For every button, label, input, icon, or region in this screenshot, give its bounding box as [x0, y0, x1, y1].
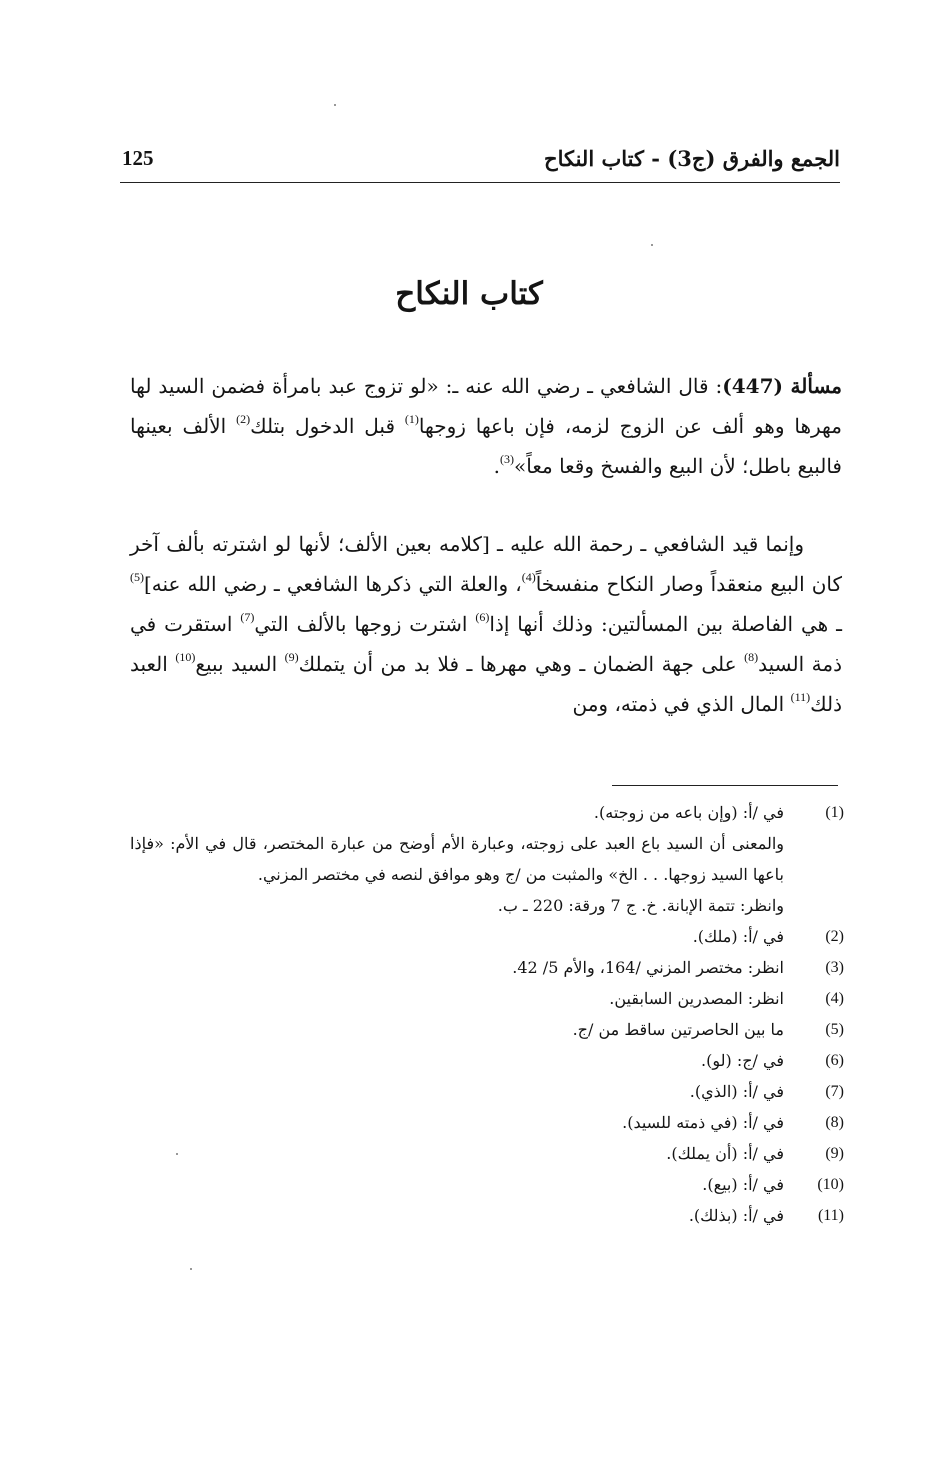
footnote-ref[interactable]: (8) — [744, 650, 759, 664]
footnote-ref[interactable]: (4) — [521, 570, 536, 584]
footnote-number: (11) — [817, 1207, 844, 1224]
footnote-number: (2) — [825, 928, 844, 945]
footnote-separator — [612, 785, 838, 786]
footnote-text: في /أ: (بذلك). — [688, 1206, 784, 1225]
issue-number: مسألة (447) — [722, 374, 843, 398]
footnote-1 — [130, 797, 844, 828]
paragraph-text: العبد ذلك — [130, 652, 842, 716]
footnote-text: انظر: مختصر المزني /164، والأم 5/ 42. — [512, 958, 784, 977]
scan-speck — [190, 1268, 192, 1270]
footnote-text: في /أ: (ملك). — [692, 927, 784, 946]
footnote-number: (6) — [825, 1052, 844, 1069]
footnote-11 — [130, 1200, 844, 1231]
page-number: 125 — [122, 146, 154, 170]
chapter-title: كتاب النكاح — [395, 276, 543, 312]
footnote-9 — [130, 1138, 844, 1169]
paragraph-text: استقرت في ذمة السيد — [130, 612, 842, 676]
footnote-8 — [130, 1107, 844, 1138]
footnote-number: (8) — [825, 1114, 844, 1131]
paragraph-text: المال الذي في ذمته، ومن — [572, 692, 791, 716]
footnote-3 — [130, 952, 844, 983]
paragraph-commentary — [130, 524, 842, 724]
footnote-ref[interactable]: (2) — [236, 412, 251, 426]
paragraph-text: اشترت زوجها بالألف التي — [254, 612, 476, 636]
footnote-text: في /ج: (لو). — [701, 1051, 784, 1070]
footnote-text: في /أ: (أن يملك). — [666, 1144, 784, 1163]
footnote-text: في /أ: (الذي). — [689, 1082, 784, 1101]
footnote-ref[interactable]: (7) — [240, 610, 255, 624]
paragraph-text: على جهة الضمان ـ وهي مهرها ـ فلا بد من أن يتملك — [298, 652, 745, 676]
paragraph-text: الألف بعينها فالبيع باطل؛ لأن البيع والفسخ وقعا معاً» — [130, 414, 842, 478]
footnote-text: في /أ: (وإن باعه من زوجته). — [593, 803, 784, 822]
footnote-1-reference: وانظر: تتمة الإبانة. خ. ج 7 ورقة: 220 ـ ب. — [497, 896, 784, 915]
footnote-1-continuation: والمعنى أن السيد باع العبد على زوجته، وعبارة الأم أوضح من عبارة المختصر، قال في الأم: «فإذا باعها السيد زوجها. . . الخ» والمثبت من /ج وهو موافق لنصه في مختصر المزني. — [130, 834, 784, 884]
footnote-text: انظر: المصدرين السابقين. — [609, 989, 784, 1008]
footnote-ref[interactable]: (1) — [404, 412, 419, 426]
paragraph-text: ـ هي الفاصلة بين المسألتين: وذلك أنها إذا — [489, 612, 842, 636]
footnote-ref[interactable]: (10) — [175, 650, 196, 664]
footnote-ref[interactable]: (5) — [130, 570, 144, 584]
footnote-ref[interactable]: (3) — [500, 452, 515, 466]
footnote-10 — [130, 1169, 844, 1200]
paragraph-text: . — [493, 454, 501, 478]
footnote-ref[interactable]: (11) — [790, 690, 811, 704]
footnote-ref[interactable]: (9) — [284, 650, 299, 664]
footnote-4 — [130, 983, 844, 1014]
paragraph-text: ، والعلة التي ذكرها الشافعي ـ رضي الله عنه] — [144, 572, 522, 596]
footnote-7 — [130, 1076, 844, 1107]
scan-speck — [651, 244, 653, 246]
scan-speck — [334, 104, 336, 106]
footnote-5 — [130, 1014, 844, 1045]
paragraph-text: السيد ببيع — [195, 652, 285, 676]
footnote-number: (7) — [825, 1083, 844, 1100]
footnote-number: (1) — [825, 804, 844, 821]
paragraph-text: قبل الدخول بتلك — [250, 414, 405, 438]
footnote-2 — [130, 921, 844, 952]
scan-speck — [176, 1153, 178, 1155]
footnote-text: في /أ: (في ذمته للسيد). — [622, 1113, 784, 1132]
footnote-number: (5) — [825, 1021, 844, 1038]
footnote-6 — [130, 1045, 844, 1076]
page-header — [120, 140, 840, 183]
footnotes — [130, 797, 844, 1231]
footnote-number: (10) — [817, 1176, 844, 1193]
footnote-text: في /أ: (بيع). — [702, 1175, 784, 1194]
paragraph-issue-447 — [130, 366, 842, 486]
footnote-text: ما بين الحاصرتين ساقط من /ج. — [572, 1020, 784, 1039]
footnote-number: (4) — [825, 990, 844, 1007]
footnote-ref[interactable]: (6) — [475, 610, 490, 624]
footnote-number: (3) — [825, 959, 844, 976]
running-title: الجمع والفرق (ج3) - كتاب النكاح — [544, 146, 840, 171]
paragraph-text: وإنما قيد الشافعي ـ رحمة الله عليه ـ [كلامه بعين الألف؛ لأنها لو اشترته بألف آخر كان البيع منعقداً وصار النكاح منفسخاً — [130, 532, 842, 596]
footnote-number: (9) — [825, 1145, 844, 1162]
paragraph-text: : قال الشافعي ـ رضي الله عنه ـ: «لو تزوج عبد بامرأة فضمن السيد لها مهرها وهو ألف عن الزوج لزمه، فإن باعها زوجها — [130, 374, 842, 438]
